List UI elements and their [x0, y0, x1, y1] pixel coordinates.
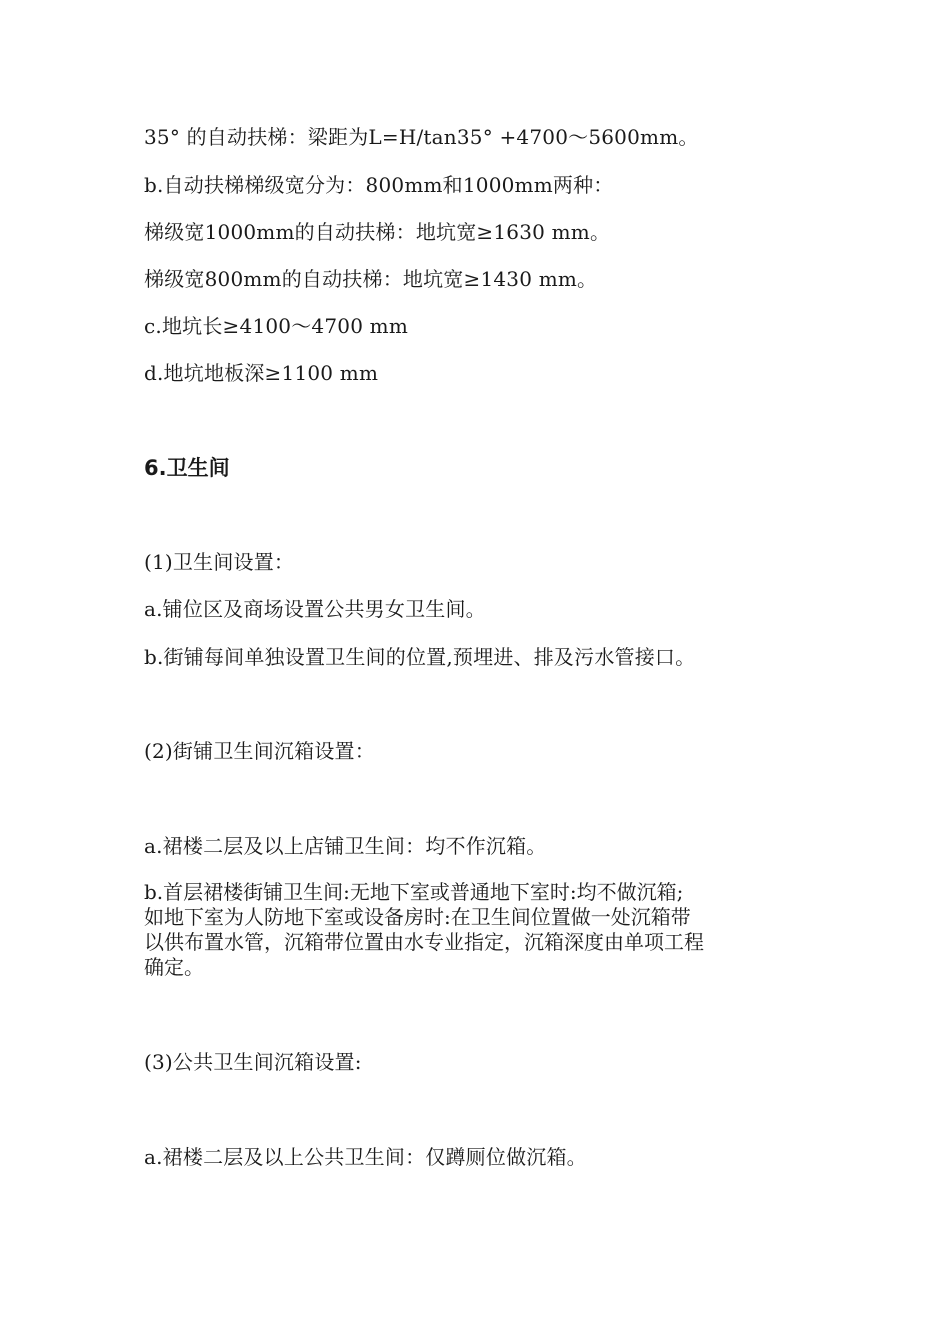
escalator-beam-spacing-line: 35° 的自动扶梯：梁距为L=H/tan35° +4700～5600mm。: [144, 125, 699, 149]
toilet-setup-item-b: b.街铺每间单独设置卫生间的位置,预埋进、排及污水管接口。: [144, 645, 696, 669]
escalator-step-width-line: b.自动扶梯梯级宽分为：800mm和1000mm两种：: [144, 173, 614, 197]
street-shop-title: (2)街铺卫生间沉箱设置：: [144, 739, 375, 763]
street-shop-item-b-line: b.首层裙楼街铺卫生间:无地下室或普通地下室时:均不做沉箱;: [144, 880, 684, 904]
street-shop-item-b-line: 以供布置水管，沉箱带位置由水专业指定，沉箱深度由单项工程: [144, 930, 704, 954]
pit-width-800-line: 梯级宽800mm的自动扶梯：地坑宽≥1430 mm。: [144, 267, 598, 291]
pit-width-1000-line: 梯级宽1000mm的自动扶梯：地坑宽≥1630 mm。: [144, 220, 611, 244]
pit-floor-depth-line: d.地坑地板深≥1100 mm: [144, 361, 379, 385]
street-shop-item-b-line: 如地下室为人防地下室或设备房时:在卫生间位置做一处沉箱带: [144, 905, 691, 929]
street-shop-item-a: a.裙楼二层及以上店铺卫生间：均不作沉箱。: [144, 834, 547, 858]
public-toilet-item-a: a.裙楼二层及以上公共卫生间：仅蹲厕位做沉箱。: [144, 1145, 587, 1169]
section-heading: 6.卫生间: [144, 456, 230, 480]
toilet-setup-item-a: a.铺位区及商场设置公共男女卫生间。: [144, 597, 486, 621]
street-shop-item-b: [144, 880, 814, 980]
pit-length-line: c.地坑长≥4100～4700 mm: [144, 314, 409, 338]
public-toilet-title: (3)公共卫生间沉箱设置:: [144, 1050, 362, 1074]
toilet-setup-title: (1)卫生间设置：: [144, 550, 295, 574]
street-shop-item-b-line: 确定。: [144, 955, 204, 979]
